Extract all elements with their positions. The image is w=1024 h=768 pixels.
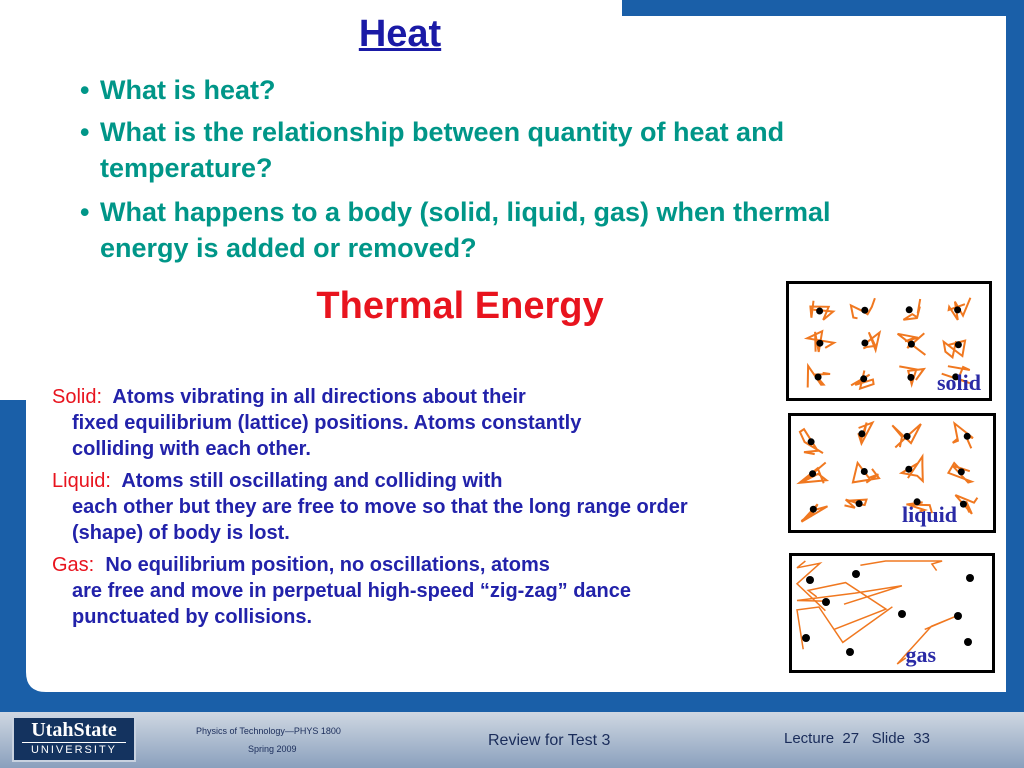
atom [810, 506, 817, 513]
gas-diagram [789, 553, 995, 673]
atom [954, 306, 961, 313]
atom [858, 430, 865, 437]
atom [861, 468, 868, 475]
atom [905, 466, 912, 473]
gas-atoms-illustration [792, 556, 992, 670]
state-text: Atoms vibrating in all directions about their [112, 386, 526, 408]
atom [958, 468, 965, 475]
state-label: Gas: [52, 554, 95, 576]
university-logo: UtahState UNIVERSITY [12, 716, 136, 762]
bullet-text: What happens to a body (solid, liquid, gas) when thermal energy is added or removed? [100, 197, 831, 263]
atom [904, 433, 911, 440]
atom [806, 576, 814, 584]
state-label: Liquid: [52, 470, 111, 492]
term: Spring 2009 [248, 744, 297, 754]
atom [955, 341, 962, 348]
atom [815, 374, 822, 381]
vibration-trace [845, 500, 867, 508]
atom [960, 501, 967, 508]
lecture-slide-info: Lecture 27 Slide 33 [784, 730, 930, 747]
atom [852, 570, 860, 578]
atom [860, 375, 867, 382]
state-label: Solid: [52, 386, 103, 408]
atom [964, 433, 971, 440]
lecture-number: 27 [842, 730, 860, 747]
gas-label: gas [905, 642, 936, 667]
state-gas [52, 552, 732, 630]
atom [906, 306, 913, 313]
atom [861, 307, 868, 314]
bullet-3 [80, 194, 910, 266]
atom [808, 438, 815, 445]
state-text-cont: each other but they are free to move so that the long range order (shape) of body is lost. [72, 496, 688, 544]
bullet-marker: • [80, 197, 90, 227]
bullet-marker: • [80, 75, 90, 105]
zigzag-path [797, 607, 892, 650]
zigzag-path [797, 561, 825, 611]
atom [809, 470, 816, 477]
atom [802, 634, 810, 642]
vibration-trace [944, 341, 965, 358]
atom [856, 500, 863, 507]
atom [954, 612, 962, 620]
bullet-text: What is heat? [100, 75, 276, 105]
atom [816, 340, 823, 347]
zigzag-path [797, 586, 902, 604]
liquid-diagram [788, 413, 996, 533]
state-text-cont: fixed equilibrium (lattice) positions. Atoms constantly colliding with each other. [72, 412, 582, 460]
solid-label: solid [936, 370, 981, 395]
atom [816, 308, 823, 315]
atom [822, 598, 830, 606]
atom [846, 648, 854, 656]
atom [861, 340, 868, 347]
slide-title: Heat [358, 13, 442, 55]
slide-number: 33 [913, 730, 930, 747]
state-solid [52, 384, 732, 462]
atom [908, 341, 915, 348]
bullet-marker: • [80, 117, 90, 147]
atom [966, 574, 974, 582]
zigzag-path [860, 561, 942, 571]
atom [907, 374, 914, 381]
section-title: Thermal Energy [316, 285, 604, 327]
bullet-1 [80, 72, 720, 108]
atom [964, 638, 972, 646]
bullet-text: What is the relationship between quantity of heat and temperature? [100, 117, 785, 183]
course-name: Physics of Technology—PHYS 1800 [196, 726, 341, 736]
footer-center-text: Review for Test 3 [488, 732, 611, 749]
state-text: Atoms still oscillating and colliding with [121, 470, 503, 492]
liquid-atoms-illustration [791, 416, 993, 530]
state-text-cont: are free and move in perpetual high-speed “zig-zag” dance punctuated by collisions. [72, 580, 632, 628]
solid-diagram [786, 281, 992, 401]
state-text: No equilibrium position, no oscillations, atoms [105, 554, 550, 576]
liquid-label: liquid [901, 502, 957, 527]
bullet-2 [80, 114, 910, 186]
atom [898, 610, 906, 618]
state-liquid [52, 468, 732, 546]
